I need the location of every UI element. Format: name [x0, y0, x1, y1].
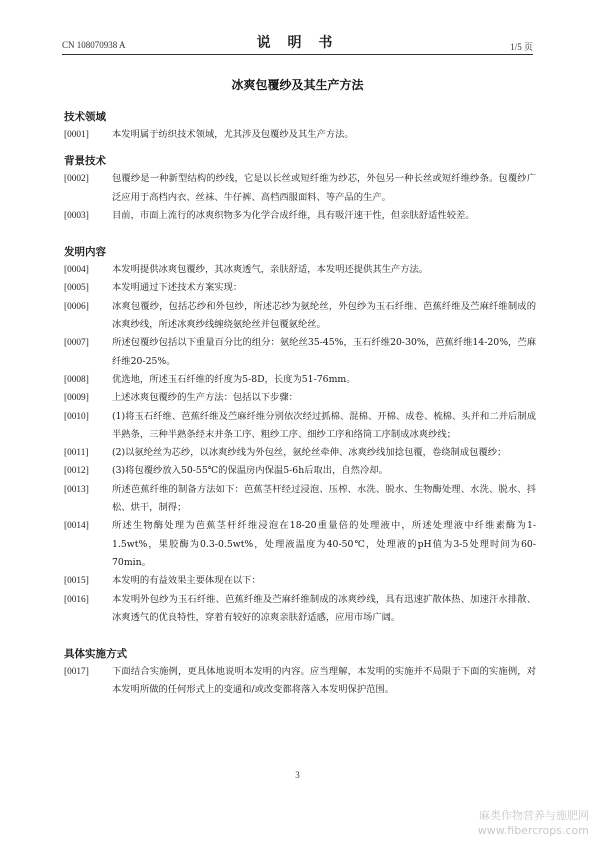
paragraph-text: 目前，市面上流行的冰爽织物多为化学合成纤维，具有吸汗速干性，但亲肤舒适性较差。: [112, 209, 475, 221]
paragraph-text: 本发明提供冰爽包覆纱，其冰爽透气，亲肤舒适，本发明还提供其生产方法。: [112, 264, 429, 276]
section-background: [64, 152, 536, 225]
watermark: [478, 808, 589, 838]
paragraph-text: 本发明属于纺织技术领域，尤其涉及包覆纱及其生产方法。: [112, 129, 354, 140]
paragraph-number: [0017]: [64, 667, 89, 678]
paragraph: [64, 207, 536, 225]
paragraph-text: 下面结合实施例，更具体地说明本发明的内容。应当理解，本发明的实施并不局限于下面的实施例，对本发明所做的任何形式上的变通和/或改变都将落入本发明保护范围。: [112, 666, 536, 696]
paragraph-number: [0015]: [64, 576, 89, 587]
section-heading: 技术领域: [64, 111, 106, 123]
paragraph-number: [0005]: [64, 283, 89, 294]
paragraph-number: [0013]: [64, 484, 89, 495]
document-type: 说 明 书: [256, 35, 339, 51]
paragraph-number: [0004]: [64, 265, 89, 276]
paragraph: [64, 444, 536, 462]
paragraph-number: [0001]: [64, 130, 89, 140]
paragraph-text: 本发明的有益效果主要体现在以下：: [112, 575, 261, 587]
page-indicator: 1/5 页: [510, 42, 533, 52]
paragraph-text: (1)将玉石纤维、芭蕉纤维及苎麻纤维分别依次经过抓棉、混棉、开棉、成卷、梳棉、头并和二并后制成半熟条，三种半熟条经末并条工序、粗纱工序、细纱工序和络筒工序制成冰爽纱线；: [112, 410, 536, 440]
paragraph: [64, 126, 536, 144]
paragraph-text: 本发明外包纱为玉石纤维、芭蕉纤维及苎麻纤维制成的冰爽纱线，具有迅速扩散体热、加速汗水排散、冰爽透气的优良特性，穿着有较好的凉爽亲肤舒适感，应用市场广阔。: [112, 593, 536, 623]
section-summary: [64, 243, 536, 627]
document-title: 冰爽包覆纱及其生产方法: [231, 78, 364, 92]
paragraph-text: 包覆纱是一种新型结构的纱线，它是以长丝或短纤维为纱芯，外包另一种长丝或短纤维纱条。包覆纱广泛应用于高档内衣、丝袜、牛仔裤、高档西服面料、等产品的生产。: [112, 173, 536, 203]
paragraph-number: [0008]: [64, 374, 89, 385]
paragraph: [64, 298, 536, 335]
header-rule: [62, 54, 533, 55]
paragraph: [64, 517, 536, 572]
paragraph: [64, 591, 536, 628]
paragraph: [64, 371, 536, 389]
paragraph-text: 本发明通过下述技术方案实现：: [112, 282, 243, 294]
paragraph-number: [0009]: [64, 393, 89, 404]
paragraph-text: 所述包覆纱包括以下重量百分比的组分：氨纶丝35-45%，玉石纤维20-30%，芭蕉纤维14-20%，苎麻纤维20-25%。: [112, 337, 536, 367]
paragraph-number: [0007]: [64, 338, 89, 349]
paragraph-text: (2)以氨纶丝为芯纱，以冰爽纱线为外包丝，氨纶丝牵伸、冰爽纱线加捻包覆，卷绕制成包覆纱；: [112, 447, 507, 459]
paragraph-number: [0002]: [64, 174, 89, 185]
paragraph: [64, 261, 536, 279]
paragraph-text: (3)将包覆纱放入50-55℃的保温房内保温5-6h后取出，自然冷却。: [112, 465, 388, 477]
section-gap: [64, 225, 536, 235]
paragraph: [64, 279, 536, 297]
paragraph: [64, 408, 536, 445]
section-heading: 发明内容: [64, 246, 106, 259]
publication-number: CN 108070938 A: [62, 40, 126, 50]
page-number: 3: [295, 770, 300, 780]
paragraph-number: [0006]: [64, 301, 89, 312]
section-gap: [64, 627, 536, 637]
paragraph-number: [0010]: [64, 411, 89, 422]
watermark-site-name: 麻类作物营养与施肥网: [479, 809, 589, 822]
section-heading: 背景技术: [64, 155, 106, 168]
paragraph-text: 优选地，所述玉石纤维的纤度为5-8D，长度为51-76mm。: [112, 373, 356, 385]
paragraph: [64, 462, 536, 480]
paragraph: [64, 389, 536, 407]
paragraph: [64, 170, 536, 207]
paragraph-text: 冰爽包覆纱，包括芯纱和外包纱，所述芯纱为氨纶丝，外包纱为玉石纤维、芭蕉纤维及苎麻纤维制成的冰爽纱线，所述冰爽纱线缠绕氨纶丝并包覆氨纶丝。: [112, 300, 536, 331]
section-heading: 具体实施方式: [64, 648, 127, 661]
paragraph: [64, 481, 536, 518]
section-technical-field: [64, 108, 536, 144]
paragraph: [64, 572, 536, 590]
paragraph-text: 上述冰爽包覆纱的生产方法：包括以下步骤：: [112, 392, 298, 404]
paragraph-number: [0014]: [64, 521, 89, 532]
watermark-url: www.fibercrops.com: [477, 824, 589, 837]
paragraph: [64, 663, 536, 700]
document-body: [64, 108, 536, 700]
paragraph-text: 所述生物酶处理为芭蕉茎杆纤维浸泡在18-20重量倍的处理液中，所述处理液中纤维素酶为1-1.5wt%，果胶酶为0.3-0.5wt%，处理液温度为40-50℃，处理液的pH值为3-5处理时间为60-70min。: [112, 520, 536, 568]
section-embodiments: [64, 645, 536, 700]
paragraph-number: [0003]: [64, 210, 89, 221]
paragraph: [64, 334, 536, 371]
paragraph-number: [0012]: [64, 466, 89, 477]
paragraph-number: [0011]: [64, 448, 89, 459]
paragraph-text: 所述芭蕉纤维的制备方法如下：芭蕉茎杆经过浸泡、压榨、水洗、脱水、生物酶处理、水洗、脱水、抖松、烘干，制得；: [112, 483, 536, 514]
paragraph-number: [0016]: [64, 594, 89, 605]
